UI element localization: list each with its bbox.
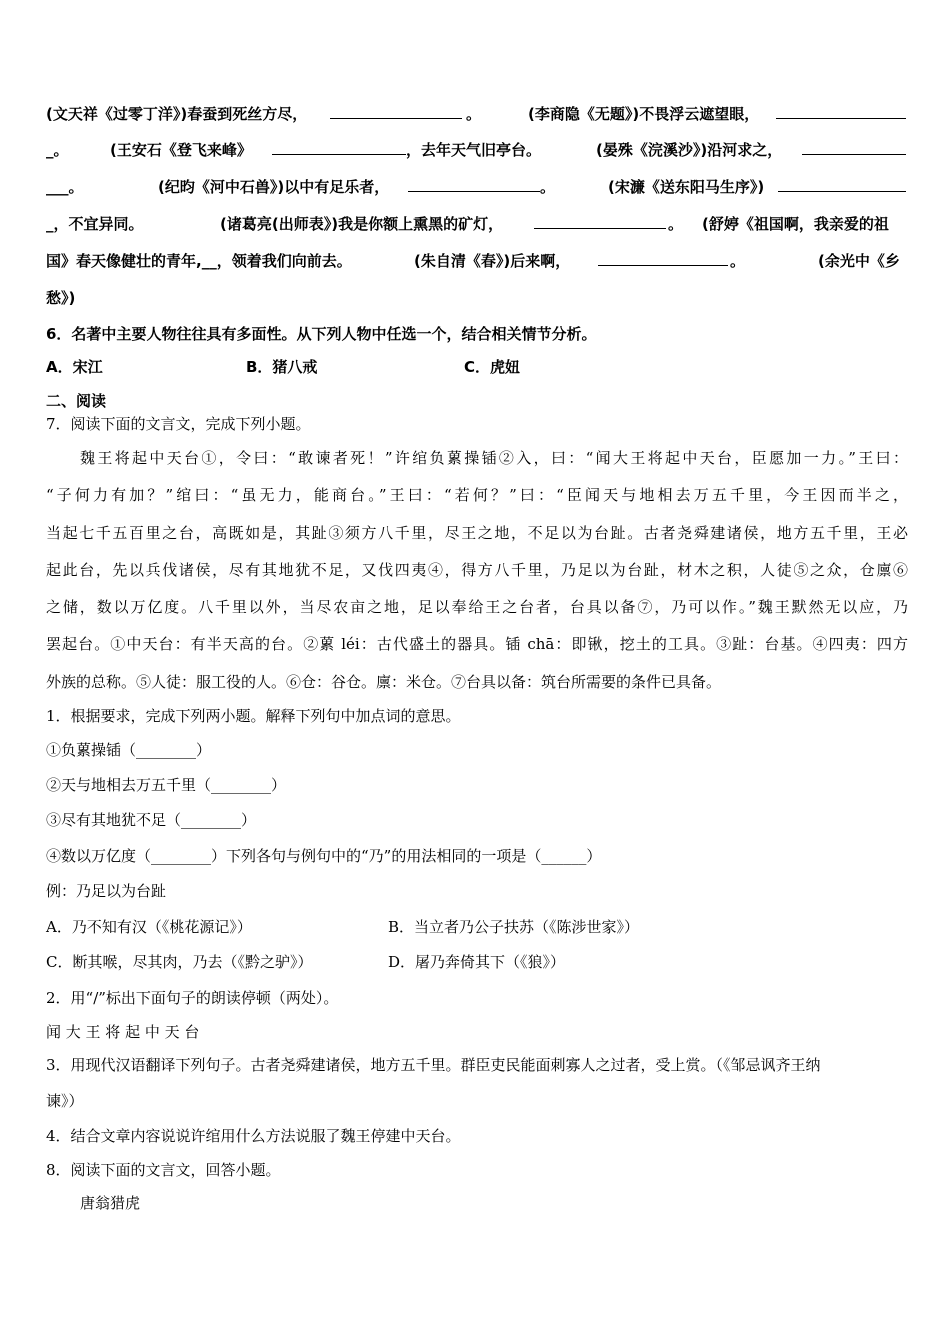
poetry-segment: (宋濂《送东阳马生序》) — [608, 178, 765, 196]
poetry-segment: (舒婷《祖国啊，我亲爱的祖 — [702, 215, 889, 233]
passage-line: 起此台，先以兵伐诸侯，尽有其地犹不足，又伐四夷④，得方八千里，乃足以为台趾，材木之积，人徒⑤之众，仓廪⑥ — [46, 561, 908, 579]
subquestion-3-stem-cont: 谏》） — [46, 1092, 84, 1110]
answer-blank[interactable] — [778, 177, 906, 192]
answer-blank[interactable] — [330, 104, 462, 119]
passage-line: “子何力有加？”绾曰：“虽无力，能商台。”王曰：“若何？”曰：“臣闻天与地相去万五千里，今王因而半之， — [46, 486, 908, 504]
poetry-segment: (余光中《乡 — [818, 252, 900, 270]
passage-line: 罢起台。①中天台：有半天高的台。②蔂 léi：古代盛土的器具。锸 chā：即锹，挖土的工具。③趾：台基。④四夷：四方 — [46, 635, 908, 653]
option-a[interactable]: A．宋江 — [46, 358, 103, 376]
poetry-segment: _。 — [46, 141, 69, 159]
subquestion-item[interactable]: ③尽有其地犹不足（________） — [46, 811, 257, 829]
poetry-segment: (文天祥《过零丁洋》)春蚕到死丝方尽， — [46, 105, 308, 123]
poetry-segment: (诸葛亮(出师表》)我是你额上熏黑的矿灯， — [220, 215, 504, 233]
subquestion-2-stem: 2．用“/”标出下面句子的朗读停顿（两处）。 — [46, 989, 339, 1007]
poetry-line-6: 愁》) — [46, 289, 76, 307]
option-c[interactable]: C．断其喉，尽其肉，乃去（《黔之驴》） — [46, 953, 313, 971]
pause-sentence[interactable]: 闻 大 王 将 起 中 天 台 — [46, 1023, 200, 1041]
example-sentence: 例：乃足以为台趾 — [46, 882, 167, 900]
answer-blank[interactable] — [408, 177, 540, 192]
poetry-segment: 。 — [668, 215, 684, 233]
subquestion-item[interactable]: ①负蔂操锸（________） — [46, 741, 212, 759]
answer-blank[interactable] — [776, 104, 906, 119]
answer-blank[interactable] — [534, 214, 666, 229]
question-8-intro: 8．阅读下面的文言文，回答小题。 — [46, 1161, 281, 1179]
section-heading: 二、阅读 — [46, 392, 107, 410]
question-6-stem: 6．名著中主要人物往往具有多面性。从下列人物中任选一个，结合相关情节分析。 — [46, 325, 597, 343]
subquestion-item[interactable]: ②天与地相去万五千里（________） — [46, 776, 287, 794]
poetry-segment: (晏殊《浣溪沙》)沿河求之， — [596, 141, 783, 159]
passage-line: 之储，数以万亿度。八千里以外，当尽农亩之地，足以奉给王之台者，台具以备⑦，乃可以作。”魏王默然无以应，乃 — [46, 598, 908, 616]
answer-blank[interactable] — [598, 251, 728, 266]
option-d[interactable]: D．屠乃奔倚其下（《狼》） — [388, 953, 566, 971]
subquestion-4-stem: 4．结合文章内容说说许绾用什么方法说服了魏王停建中天台。 — [46, 1127, 461, 1145]
poetry-segment: 国》春天像健壮的青年,__，领着我们向前去。 — [46, 252, 352, 270]
option-c[interactable]: C．虎妞 — [464, 358, 521, 376]
poetry-segment: ，去年天气旧亭台。 — [406, 141, 542, 159]
option-a[interactable]: A．乃不知有汉（《桃花源记》） — [46, 918, 252, 936]
poetry-segment: (李商隐《无题》)不畏浮云遮望眼， — [528, 105, 760, 123]
poetry-segment: 。 — [730, 252, 746, 270]
question-7-intro: 7．阅读下面的文言文，完成下列小题。 — [46, 415, 311, 433]
option-b[interactable]: B．当立者乃公子扶苏（《陈涉世家》） — [388, 918, 640, 936]
passage-line: 魏王将起中天台①，令曰：“敢谏者死！”许绾负蔂操锸②入，曰：“闻大王将起中天台，臣愿加一力。”王曰： — [80, 449, 908, 467]
poetry-segment: 。 — [466, 105, 482, 123]
subquestion-item[interactable]: ④数以万亿度（________）下列各句与例句中的“乃”的用法相同的一项是（______） — [46, 847, 602, 865]
passage-title: 唐翁猎虎 — [80, 1194, 141, 1212]
passage-line: 当起七千五百里之台，高既如是，其趾③须方八千里，尽王之地，不足以为台趾。古者尧舜建诸侯，地方五千里，王必 — [46, 524, 908, 542]
answer-blank[interactable] — [272, 140, 406, 155]
answer-blank[interactable] — [802, 140, 906, 155]
subquestion-3-stem: 3．用现代汉语翻译下列句子。古者尧舜建诸侯，地方五千里。群臣吏民能面刺寡人之过者，受上赏。（《邹忌讽齐王纳 — [46, 1056, 821, 1074]
option-b[interactable]: B．猪八戒 — [246, 358, 318, 376]
poetry-segment: _，不宜异同。 — [46, 215, 144, 233]
poetry-segment: 。 — [540, 178, 556, 196]
passage-line: 外族的总称。⑤人徒：服工役的人。⑥仓：谷仓。廪：米仓。⑦台具以备：筑台所需要的条件已具备。 — [46, 673, 722, 691]
subquestion-1-stem: 1．根据要求，完成下列两小题。解释下列句中加点词的意思。 — [46, 707, 461, 725]
poetry-segment: (朱自清《春》)后来啊， — [414, 252, 571, 270]
poetry-segment: (王安石《登飞来峰》 — [110, 141, 252, 159]
poetry-segment: (纪昀《河中石兽》)以中有足乐者， — [158, 178, 390, 196]
poetry-segment: ___。 — [46, 178, 84, 196]
